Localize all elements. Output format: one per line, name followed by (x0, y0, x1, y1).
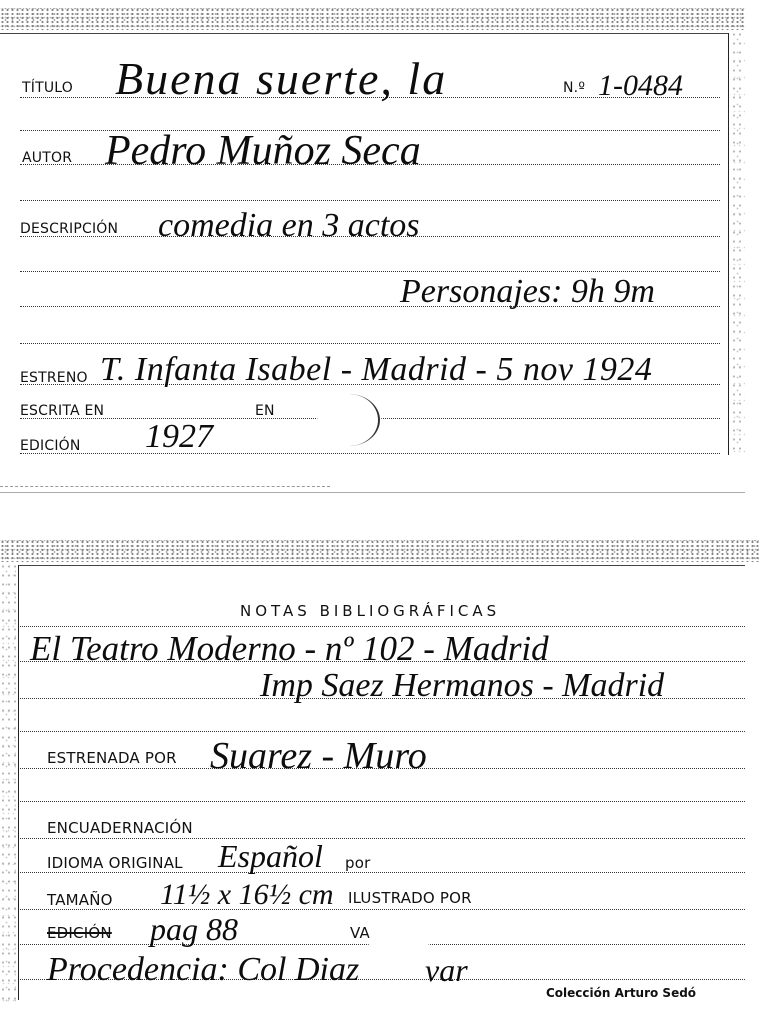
ilustrado-por-label: ILUSTRADO POR (348, 889, 472, 907)
card-separator (0, 492, 745, 493)
card-top-edge (0, 33, 729, 34)
edicion-label: EDICIÓN (20, 438, 81, 454)
procedencia-value: Procedencia: Col Diaz (47, 951, 360, 988)
notas-line-1: El Teatro Moderno - nº 102 - Madrid (30, 629, 549, 668)
descripcion-label: DESCRIPCIÓN (20, 221, 119, 237)
numero-value: 1-0484 (598, 69, 683, 102)
ruled-line (20, 731, 745, 732)
card-bottom-edge-dashes (0, 486, 330, 487)
ruled-line (20, 453, 720, 454)
ruled-line (20, 200, 720, 201)
edicion-value: pag 88 (150, 911, 238, 947)
estrenada-por-label: ESTRENADA POR (47, 749, 177, 767)
va-label: VA (350, 924, 370, 942)
edicion-label-struck: EDICIÓN (47, 924, 112, 942)
encuadernacion-label: ENCUADERNACIÓN (47, 819, 193, 837)
estrenada-por-value: Suarez - Muro (210, 735, 427, 777)
scan-noise-right (731, 30, 745, 455)
ruled-line (20, 343, 720, 344)
ruled-line (20, 626, 745, 627)
card-left-edge (18, 565, 19, 1000)
edicion-value: 1927 (145, 418, 213, 455)
estreno-value: T. Infanta Isabel - Madrid - 5 nov 1924 (100, 351, 653, 388)
ruled-line (20, 872, 745, 873)
ruled-line (20, 838, 745, 839)
card-right-edge (728, 33, 729, 455)
notas-line-2: Imp Saez Hermanos - Madrid (260, 667, 665, 704)
autor-value: Pedro Muñoz Seca (105, 128, 421, 174)
card-top-edge (18, 565, 745, 566)
scan-noise-top (0, 8, 745, 30)
scan-noise-left (0, 562, 16, 1002)
idioma-label: IDIOMA ORIGINAL (47, 854, 183, 872)
numero-label: N.º (563, 80, 586, 96)
coleccion-credit: Colección Arturo Sedó (546, 986, 697, 1000)
en-label: EN (255, 403, 275, 419)
escrita-en-label: ESCRITA EN (20, 403, 105, 419)
autor-label: AUTOR (22, 150, 73, 166)
por-label: por (345, 854, 371, 872)
personajes-value: Personajes: 9h 9m (400, 273, 655, 310)
ruled-line (20, 801, 745, 802)
ruled-line (20, 909, 745, 910)
estreno-label: ESTRENO (20, 370, 88, 386)
idioma-value: Español (218, 838, 323, 874)
redaction-blob (370, 916, 428, 976)
redaction-blob (318, 394, 380, 446)
procedencia-tail: var (425, 952, 468, 988)
titulo-label: TÍTULO (22, 80, 73, 96)
tamano-label: TAMAÑO (47, 891, 113, 909)
titulo-value: Buena suerte, la (115, 53, 448, 104)
notas-label: NOTAS BIBLIOGRÁFICAS (240, 602, 501, 620)
descripcion-value: comedia en 3 actos (158, 207, 420, 244)
ruled-line (20, 271, 720, 272)
tamano-value: 11½ x 16½ cm (160, 878, 334, 911)
scan-noise-top (0, 540, 759, 562)
